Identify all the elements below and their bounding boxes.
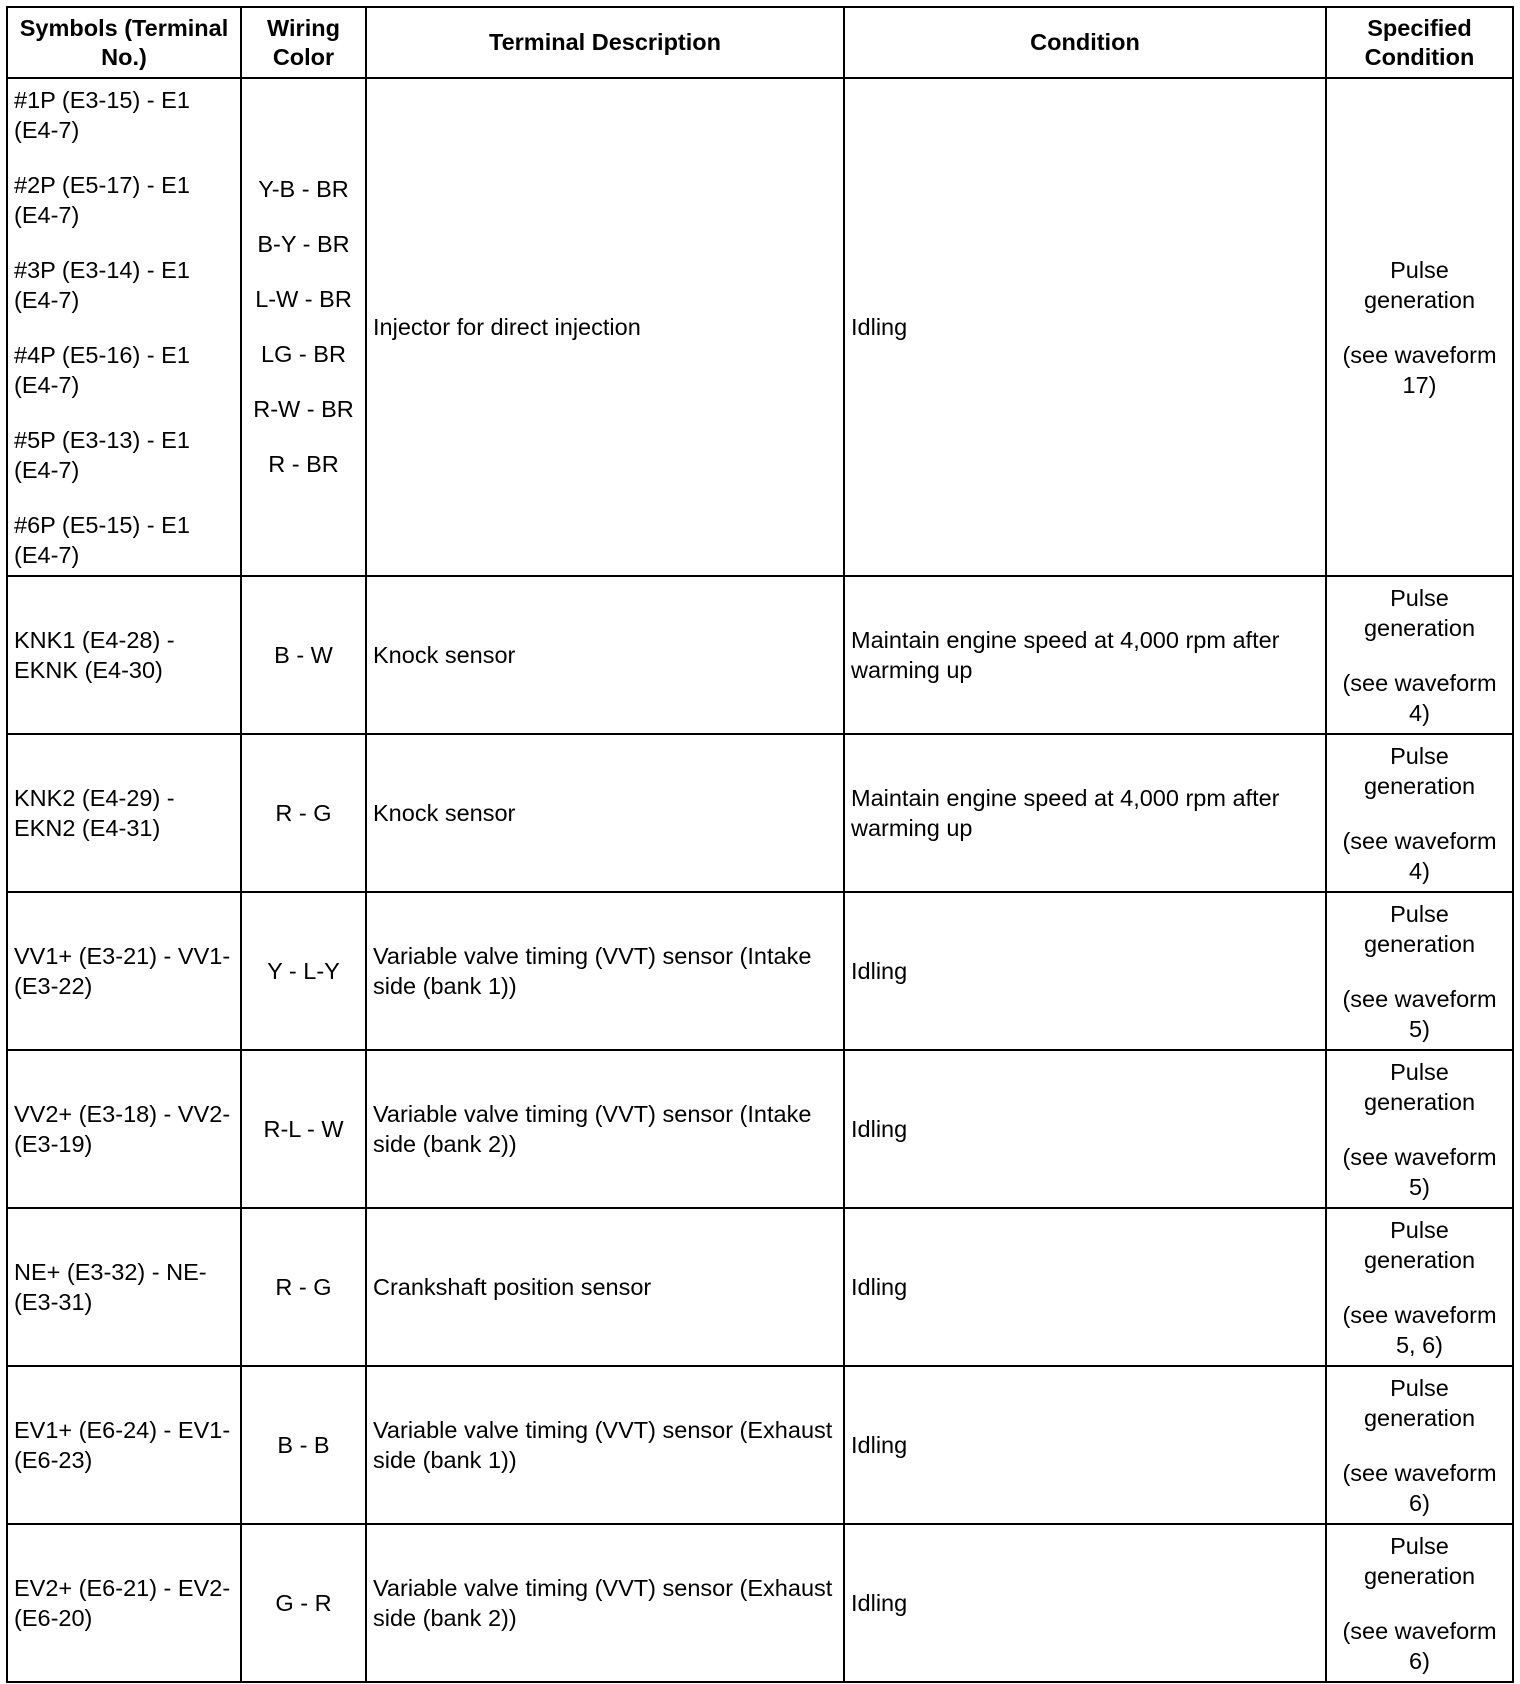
condition-cell: Idling bbox=[844, 78, 1326, 576]
specified-condition-cell bbox=[1326, 78, 1513, 576]
header-condition: Condition bbox=[844, 7, 1326, 78]
condition-cell: Idling bbox=[844, 1524, 1326, 1682]
wiring-line: B-Y - BR bbox=[257, 231, 350, 257]
symbol-line: #3P (E3-14) - E1 (E4-7) bbox=[14, 256, 190, 313]
spec-note: (see waveform 4) bbox=[1342, 669, 1497, 726]
wiring-line: Y-B - BR bbox=[258, 176, 349, 202]
wiring-line: R - BR bbox=[268, 451, 339, 477]
symbols-cell: NE+ (E3-32) - NE- (E3-31) bbox=[7, 1208, 241, 1366]
terminal-description-cell: Injector for direct injection bbox=[366, 78, 844, 576]
spec-main: Pulse generation bbox=[1363, 584, 1476, 641]
symbol-line: #5P (E3-13) - E1 (E4-7) bbox=[14, 426, 190, 483]
spec-note: (see waveform 17) bbox=[1342, 341, 1497, 398]
terminal-description-cell: Variable valve timing (VVT) sensor (Intake side (bank 1)) bbox=[366, 892, 844, 1050]
symbol-line: #1P (E3-15) - E1 (E4-7) bbox=[14, 86, 190, 143]
header-symbols: Symbols (Terminal No.) bbox=[7, 7, 241, 78]
condition-cell: Idling bbox=[844, 1208, 1326, 1366]
symbols-cell: VV1+ (E3-21) - VV1- (E3-22) bbox=[7, 892, 241, 1050]
table-row bbox=[7, 1050, 1513, 1208]
spec-main: Pulse generation bbox=[1363, 1058, 1476, 1115]
spec-note: (see waveform 6) bbox=[1342, 1459, 1497, 1516]
table-row bbox=[7, 734, 1513, 892]
spec-main: Pulse generation bbox=[1363, 1216, 1476, 1273]
table-row bbox=[7, 1208, 1513, 1366]
wiring-line: LG - BR bbox=[261, 341, 346, 367]
specified-condition-cell bbox=[1326, 576, 1513, 734]
spec-main: Pulse generation bbox=[1363, 1374, 1476, 1431]
symbols-cell: KNK2 (E4-29) - EKN2 (E4-31) bbox=[7, 734, 241, 892]
symbols-cell: KNK1 (E4-28) - EKNK (E4-30) bbox=[7, 576, 241, 734]
wiring-color-cell bbox=[241, 78, 366, 576]
spec-note: (see waveform 6) bbox=[1342, 1617, 1497, 1674]
symbols-cell: VV2+ (E3-18) - VV2- (E3-19) bbox=[7, 1050, 241, 1208]
header-terminal-description: Terminal Description bbox=[366, 7, 844, 78]
symbol-line: #2P (E5-17) - E1 (E4-7) bbox=[14, 171, 190, 228]
condition-cell: Idling bbox=[844, 892, 1326, 1050]
condition-cell: Maintain engine speed at 4,000 rpm after warming up bbox=[844, 576, 1326, 734]
condition-cell: Idling bbox=[844, 1366, 1326, 1524]
symbols-cell bbox=[7, 78, 241, 576]
spec-main: Pulse generation bbox=[1363, 742, 1476, 799]
table-row bbox=[7, 1366, 1513, 1524]
specified-condition-cell bbox=[1326, 1050, 1513, 1208]
table-row bbox=[7, 1524, 1513, 1682]
wiring-color-cell: G - R bbox=[241, 1524, 366, 1682]
header-specified-condition: Specified Condition bbox=[1326, 7, 1513, 78]
symbols-cell: EV2+ (E6-21) - EV2- (E6-20) bbox=[7, 1524, 241, 1682]
symbol-line: #4P (E5-16) - E1 (E4-7) bbox=[14, 341, 190, 398]
terminal-description-cell: Variable valve timing (VVT) sensor (Exhaust side (bank 2)) bbox=[366, 1524, 844, 1682]
table-row-injector bbox=[7, 78, 1513, 576]
terminal-description-cell: Crankshaft position sensor bbox=[366, 1208, 844, 1366]
terminal-description-cell: Knock sensor bbox=[366, 734, 844, 892]
wiring-color-cell: R - G bbox=[241, 1208, 366, 1366]
wiring-color-cell: B - W bbox=[241, 576, 366, 734]
spec-main: Pulse generation bbox=[1363, 1532, 1476, 1589]
specified-condition-cell bbox=[1326, 734, 1513, 892]
terminal-description-cell: Variable valve timing (VVT) sensor (Exhaust side (bank 1)) bbox=[366, 1366, 844, 1524]
spec-note: (see waveform 5) bbox=[1342, 985, 1497, 1042]
terminal-description-cell: Knock sensor bbox=[366, 576, 844, 734]
wiring-color-cell: Y - L-Y bbox=[241, 892, 366, 1050]
wiring-color-cell: B - B bbox=[241, 1366, 366, 1524]
wiring-color-cell: R - G bbox=[241, 734, 366, 892]
specified-condition-cell bbox=[1326, 1366, 1513, 1524]
wiring-color-cell: R-L - W bbox=[241, 1050, 366, 1208]
table-row bbox=[7, 576, 1513, 734]
header-wiring-color: Wiring Color bbox=[241, 7, 366, 78]
wiring-line: R-W - BR bbox=[253, 396, 354, 422]
specified-condition-cell bbox=[1326, 1208, 1513, 1366]
spec-note: (see waveform 4) bbox=[1342, 827, 1497, 884]
header-row bbox=[7, 7, 1513, 78]
symbol-line: #6P (E5-15) - E1 (E4-7) bbox=[14, 511, 190, 568]
symbols-cell: EV1+ (E6-24) - EV1- (E6-23) bbox=[7, 1366, 241, 1524]
spec-note: (see waveform 5, 6) bbox=[1342, 1301, 1497, 1358]
terminal-spec-table bbox=[6, 6, 1514, 1683]
specified-condition-cell bbox=[1326, 1524, 1513, 1682]
spec-main: Pulse generation bbox=[1363, 900, 1476, 957]
spec-main: Pulse generation bbox=[1363, 256, 1476, 313]
table-row bbox=[7, 892, 1513, 1050]
condition-cell: Idling bbox=[844, 1050, 1326, 1208]
spec-note: (see waveform 5) bbox=[1342, 1143, 1497, 1200]
condition-cell: Maintain engine speed at 4,000 rpm after warming up bbox=[844, 734, 1326, 892]
wiring-line: L-W - BR bbox=[255, 286, 352, 312]
specified-condition-cell bbox=[1326, 892, 1513, 1050]
terminal-description-cell: Variable valve timing (VVT) sensor (Intake side (bank 2)) bbox=[366, 1050, 844, 1208]
